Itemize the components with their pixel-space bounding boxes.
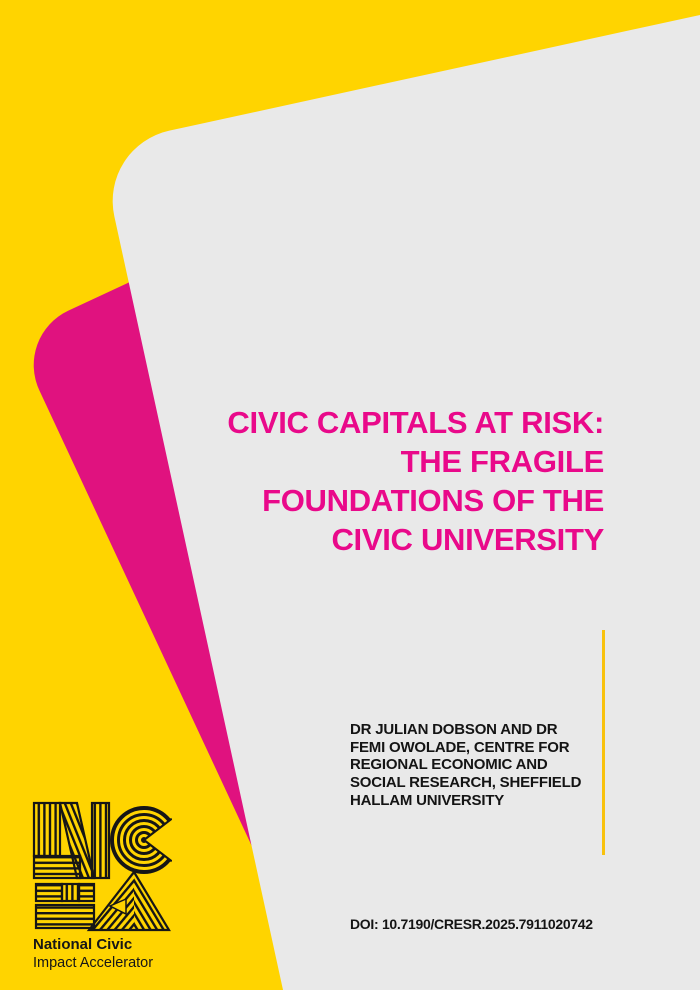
title-line: CIVIC UNIVERSITY (331, 522, 604, 557)
authors-line: SOCIAL RESEARCH, SHEFFIELD (350, 774, 582, 792)
title-line: FOUNDATIONS OF THE (262, 483, 604, 518)
monogram-letter-a (89, 872, 169, 930)
authors-line: REGIONAL ECONOMIC AND (350, 756, 548, 774)
ncia-logo (32, 800, 252, 971)
logo-org-name-line1: National Civic (33, 936, 133, 953)
report-title (150, 403, 604, 559)
monogram-letter-i (36, 884, 94, 928)
monogram-letter-c (110, 806, 172, 874)
monogram-letter-n (34, 803, 109, 878)
authors-line: FEMI OWOLADE, CENTRE FOR (350, 738, 570, 756)
title-line: CIVIC CAPITALS AT RISK: (227, 405, 604, 440)
authors-line: HALLAM UNIVERSITY (350, 791, 505, 809)
authors-block (350, 721, 620, 810)
logo-org-name-line2: Impact Accelerator (33, 955, 154, 971)
doi-text: DOI: 10.7190/CRESR.2025.7911020742 (350, 916, 593, 932)
title-line: THE FRAGILE (400, 444, 604, 479)
authors-line: DR JULIAN DOBSON AND DR (350, 721, 558, 738)
accent-rule (602, 630, 605, 855)
ncia-monogram-icon (32, 800, 172, 940)
